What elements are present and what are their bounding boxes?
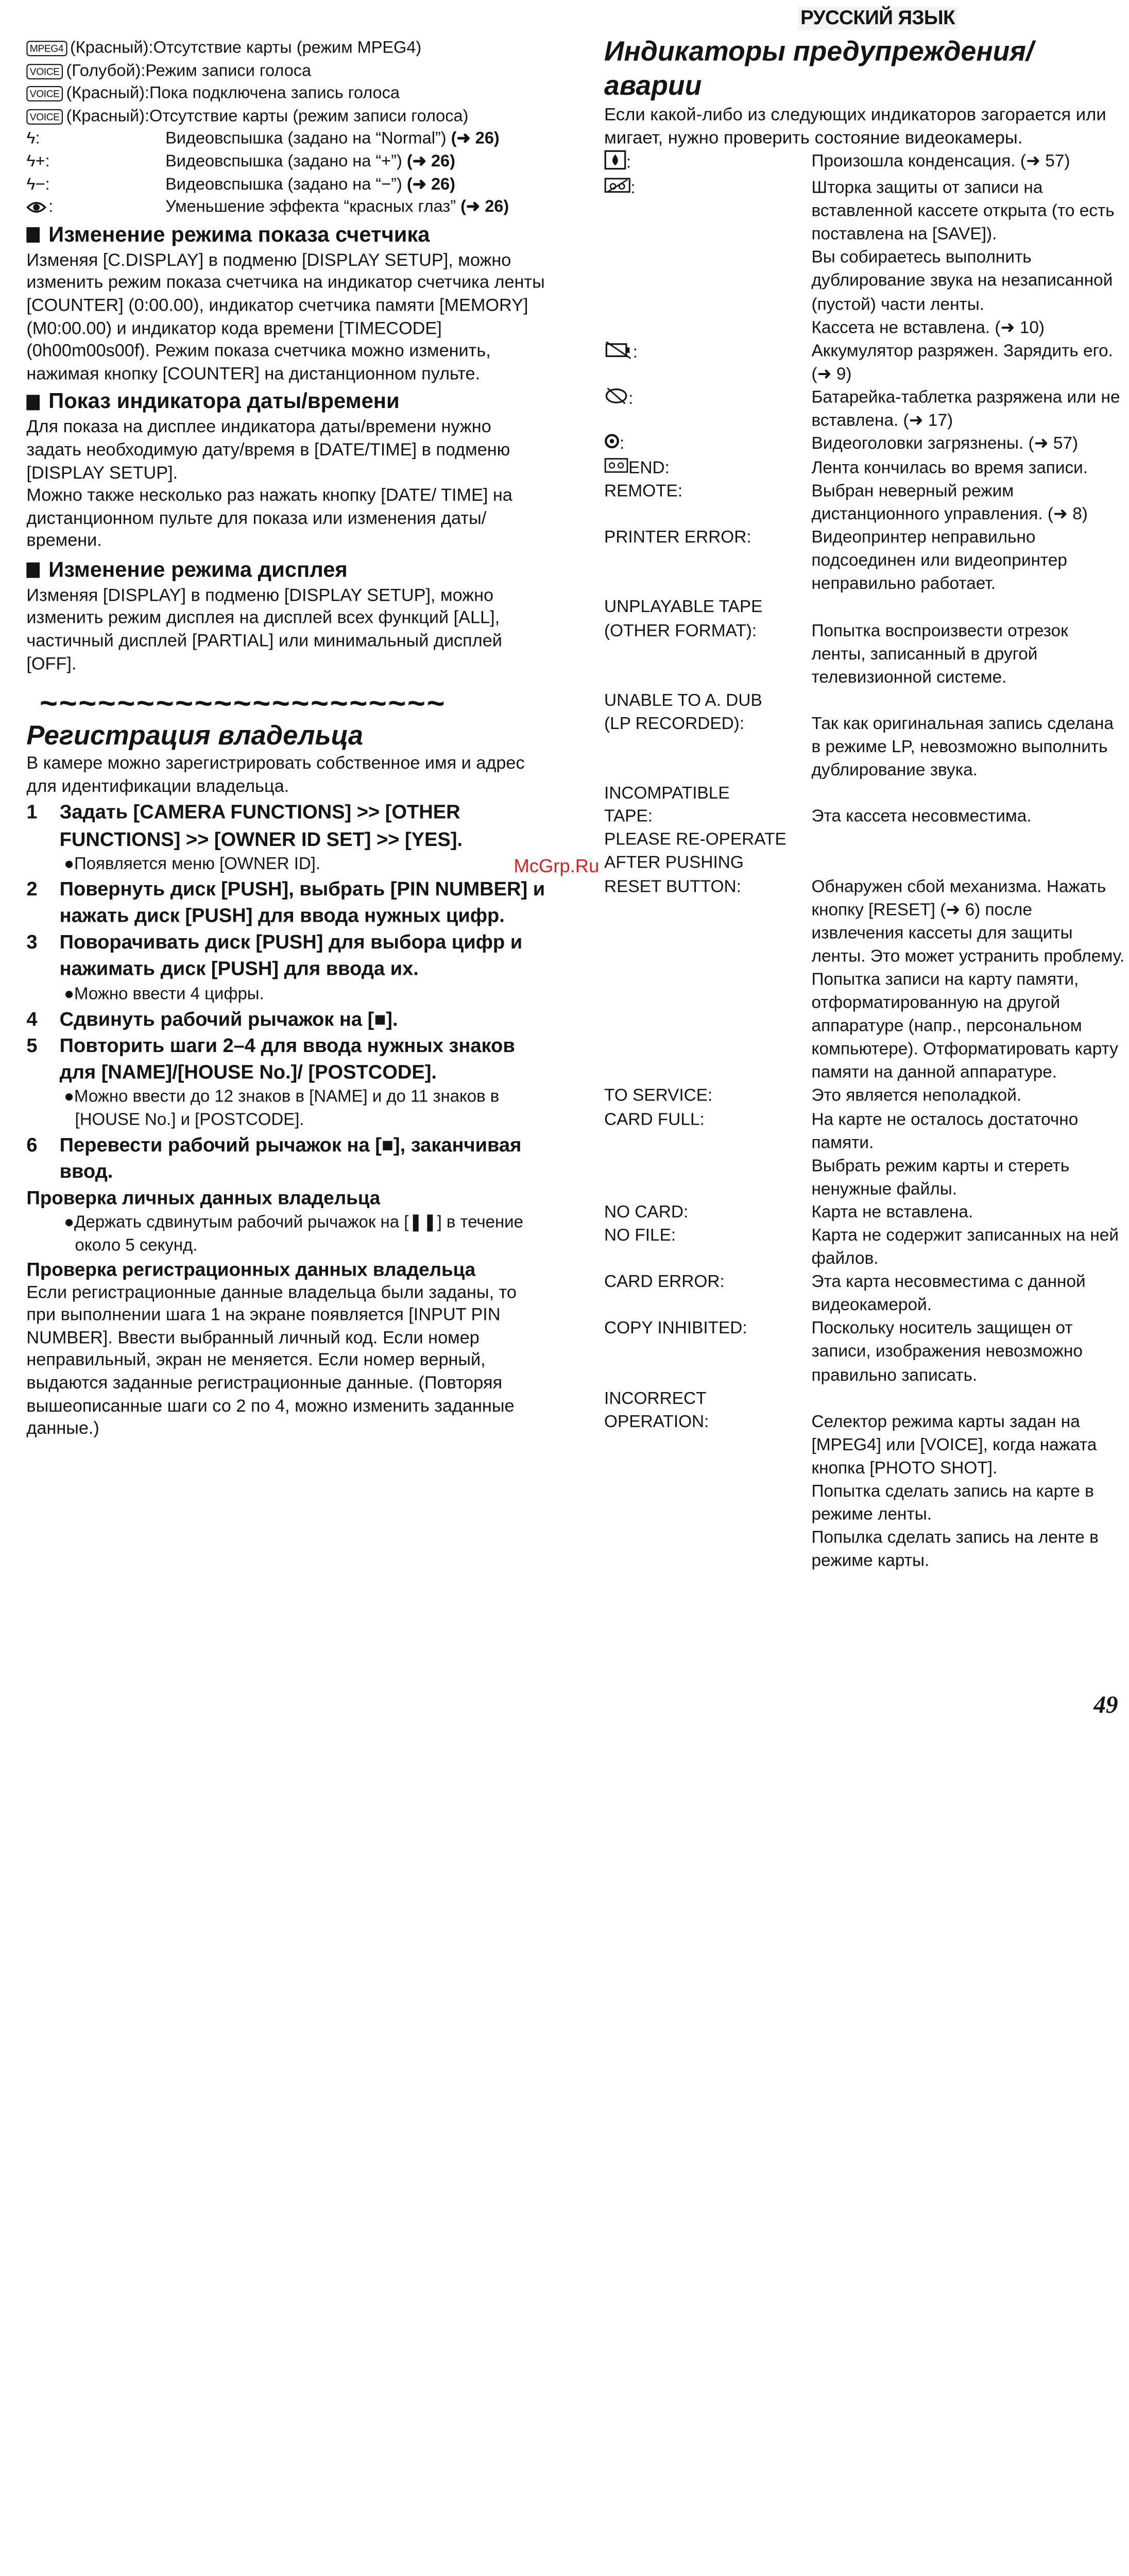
warning-code: CARD ERROR:	[604, 1273, 725, 1292]
battery-icon	[604, 340, 633, 366]
step-item: 4 Сдвинуть рабочий рычажок на [■].	[26, 1007, 398, 1030]
voice-badge-icon: VOICE	[26, 87, 63, 102]
warning-description: Выбрать режим карты и стереть ненужные файлы.	[811, 1156, 1070, 1199]
section-body: Для показа на дисплее индикатора даты/времени нужно задать необходимую дату/время в [DATE/TIME] в подменю [DISPLAY SETUP].	[26, 418, 510, 483]
warning-description: Попытка записи на карту памяти, отформатированную на другой аппаратуре (напр., персональном компьютере). Отформатировать карту памяти на данной аппаратуре.	[811, 970, 1118, 1082]
warnings-list	[604, 150, 1127, 1573]
warning-row	[604, 177, 1127, 340]
owner-registration-title: Регистрация владельца	[26, 721, 364, 752]
indicator-row: VOICE (Красный):Пока подключена запись голоса	[26, 83, 546, 106]
section-body: Изменяя [C.DISPLAY] в подменю [DISPLAY SETUP], можно изменить режим показа счетчика на индикатор счетчика ленты [COUNTER] (0:00.00), индикатор счетчика памяти [MEMORY] (M0:00.00) и индикатор кода времени [TIMECODE] (0h00m00s00f). Режим показа счетчика можно изменить, нажимая кнопку [COUNTER] на дистанционном пульте.	[26, 251, 545, 384]
page-number: 49	[1093, 1690, 1118, 1719]
warning-row	[604, 456, 1127, 480]
check-registration-body: Если регистрационные данные владельца были заданы, то при выполнении шага 1 на экране появляется [INPUT PIN NUMBER]. Ввести выбранный личный код. Если номер неправильный, экран не меняется. Если номер верный, выдаются заданные регистрационные данные. (Повторяя вышеописанные шаги со 2 по 4, можно изменить заданные данные.)	[26, 1283, 517, 1438]
card-indicators	[26, 38, 546, 128]
warning-code: PLEASE RE-OPERATE AFTER PUSHING RESET BUTTON:	[604, 831, 786, 896]
warning-code: NO CARD:	[604, 1203, 689, 1222]
warning-description: Карта не вставлена.	[811, 1203, 973, 1222]
warning-code: CARD FULL:	[604, 1110, 705, 1129]
warning-description: Аккумулятор разряжен. Зарядить его. (➜ 9)	[811, 342, 1113, 384]
step-item: 2 Повернуть диск [PUSH], выбрать [PIN NUMBER] и нажать диск [PUSH] для ввода нужных цифр.	[26, 877, 545, 927]
red-eye-icon	[26, 200, 46, 215]
bullet-square-icon	[26, 227, 40, 243]
warning-description: Селектор режима карты задан на [MPEG4] или [VOICE], когда нажата кнопка [PHOTO SHOT].	[811, 1412, 1097, 1478]
steps-list	[26, 799, 546, 1185]
warning-code: COPY INHIBITED:	[604, 1319, 747, 1338]
step-item: 5 Повторить шаги 2–4 для ввода нужных знаков для [NAME]/[HOUSE No.]/ [POSTCODE].	[26, 1034, 515, 1083]
warning-row	[604, 828, 1127, 1084]
warning-description: Обнаружен сбой механизма. Нажать кнопку [RESET] (➜ 6) после извлечения кассеты для защиты ленты. Это может устранить проблему.	[811, 877, 1125, 966]
warning-row	[604, 386, 1127, 432]
warning-code: NO FILE:	[604, 1226, 676, 1245]
warning-row	[604, 1270, 1127, 1317]
warning-row	[604, 340, 1127, 386]
warning-description: Попытка воспроизвести отрезок ленты, записанный в другой телевизионной системе.	[811, 621, 1068, 687]
owner-intro: В камере можно зарегистрировать собственное имя и адрес для идентификации владельца.	[26, 754, 525, 796]
warning-code: END:	[628, 458, 670, 477]
condensation-icon	[604, 150, 626, 177]
cassette-icon	[604, 177, 630, 201]
check-personal-title: Проверка личных данных владельца	[26, 1186, 381, 1209]
warnings-title: Индикаторы предупреждения/ аварии	[604, 36, 1034, 101]
warning-description: Так как оригинальная запись сделана в режиме LP, невозможно выполнить дублирование звука.	[811, 714, 1114, 780]
warning-description: На карте не осталось достаточно памяти.	[811, 1110, 1079, 1153]
flash-row: ϟ+: Видеовспышка (задано на “+”) (➜ 26)	[26, 151, 546, 174]
flash-plus-icon: ϟ+:	[26, 152, 50, 171]
check-personal-note: ●Держать сдвинутым рабочий рычажок на [❚❚] в течение около 5 секунд.	[64, 1212, 523, 1255]
warning-description: Видеоголовки загрязнены. (➜ 57)	[811, 434, 1079, 454]
section-body: Можно также несколько раз нажать кнопку [DATE/ TIME] на дистанционном пульте для показа или изменения даты/времени.	[26, 486, 512, 551]
warning-code: TO SERVICE:	[604, 1087, 713, 1106]
section-heading: Изменение режима дисплея	[26, 557, 546, 585]
warning-row	[604, 480, 1127, 526]
warning-code: :	[620, 434, 625, 454]
voice-badge-icon: VOICE	[26, 64, 63, 79]
warning-code: :	[632, 343, 638, 362]
warning-description: Попылка сделать запись на ленте в режиме карты.	[811, 1529, 1099, 1571]
warning-row	[604, 782, 1127, 828]
indicator-row: VOICE (Голубой):Режим записи голоса	[26, 60, 546, 83]
step-note: ●Можно ввести 4 цифры.	[64, 984, 264, 1004]
warning-code: UNABLE TO A. DUB (LP RECORDED):	[604, 691, 762, 734]
warning-description: Это является неполадкой.	[811, 1087, 1022, 1106]
warning-description: Карта не содержит записанных на ней файлов.	[811, 1226, 1119, 1268]
warning-row	[604, 1224, 1127, 1270]
bullet-square-icon	[26, 563, 40, 579]
warning-code: INCOMPATIBLE TAPE:	[604, 784, 730, 826]
warning-row	[604, 689, 1127, 782]
step-item: 1 Задать [CAMERA FUNCTIONS] >> [OTHER FUNCTIONS] >> [OWNER ID SET] >> [YES].	[26, 801, 463, 850]
flash-icon: ϟ:	[26, 129, 40, 148]
warning-description: Эта кассета несовместима.	[811, 807, 1032, 826]
heads-icon	[604, 433, 620, 456]
flash-row: ϟ: Видеовспышка (задано на “Normal”) (➜ 26)	[26, 128, 546, 151]
section-divider: ~~~~~~~~~~~~~~~~~~~~~	[40, 686, 447, 721]
section-body: Изменяя [DISPLAY] в подменю [DISPLAY SETUP], можно изменить режим дисплея на дисплей всех функций [ALL], частичный дисплей [PARTIAL] или минимальный дисплей [OFF].	[26, 586, 502, 674]
warning-description: Поскольку носитель защищен от записи, изображения невозможно правильно записать.	[811, 1319, 1083, 1385]
warning-row	[604, 1084, 1127, 1108]
warnings-intro: Если какой-либо из следующих индикаторов загорается или мигает, нужно проверить состояние видеокамеры.	[604, 105, 1106, 148]
warning-row	[604, 1108, 1127, 1201]
flash-minus-icon: ϟ−:	[26, 175, 50, 194]
warning-row	[604, 1201, 1127, 1224]
mpeg4-badge-icon: MPEG4	[26, 41, 66, 57]
coin-battery-icon	[604, 386, 628, 413]
warning-code: INCORRECT OPERATION:	[604, 1389, 709, 1431]
section-heading: Изменение режима показа счетчика	[26, 222, 546, 249]
warning-code: :	[630, 179, 636, 198]
right-column	[604, 5, 1127, 1573]
warning-description: Батарейка-таблетка разряжена или не вставлена. (➜ 17)	[811, 388, 1120, 430]
warning-row	[604, 596, 1127, 689]
warning-row	[604, 432, 1127, 456]
warning-description: Видеопринтер неправильно подсоединен или видеопринтер неправильно работает.	[811, 528, 1067, 594]
warning-description: Лента кончилась во время записи.	[811, 458, 1088, 477]
flash-indicators	[26, 128, 546, 219]
indicator-row: VOICE (Красный):Отсутствие карты (режим записи голоса)	[26, 106, 546, 128]
warning-code: UNPLAYABLE TAPE (OTHER FORMAT):	[604, 598, 763, 640]
warning-row	[604, 526, 1127, 596]
warning-row	[604, 1317, 1127, 1387]
warning-description: Вы собираетесь выполнить дублирование звука на незаписанной (пустой) части ленты.	[811, 248, 1113, 314]
step-item: 3 Поворачивать диск [PUSH] для выбора цифр и нажимать диск [PUSH] для ввода их.	[26, 931, 523, 980]
warning-description: Произошла конденсация. (➜ 57)	[811, 152, 1070, 171]
voice-badge-icon: VOICE	[26, 109, 63, 125]
left-column	[26, 38, 546, 1442]
warning-description: Попытка сделать запись на карте в режиме ленты.	[811, 1482, 1094, 1524]
language-tag: РУССКИЙ ЯЗЫК	[798, 7, 957, 30]
warning-code: :	[628, 389, 634, 409]
flash-row: : Уменьшение эффекта “красных глаз” (➜ 26)	[26, 196, 546, 219]
warning-row	[604, 1387, 1127, 1573]
step-item: 6 Перевести рабочий рычажок на [■], заканчивая ввод.	[26, 1134, 522, 1183]
check-registration-title: Проверка регистрационных данных владельца	[26, 1258, 476, 1280]
warning-description: Эта карта несовместима с данной видеокамерой.	[811, 1273, 1086, 1315]
warning-row	[604, 150, 1127, 177]
step-note: ●Можно ввести до 12 знаков в [NAME] и до 11 знаков в [HOUSE No.] и [POSTCODE].	[64, 1088, 500, 1130]
warning-description: Кассета не вставлена. (➜ 10)	[811, 318, 1045, 337]
section-heading: Показ индикатора даты/времени	[26, 388, 546, 416]
warning-description: Шторка защиты от записи на вставленной кассете открыта (то есть поставлена на [SAVE]).	[811, 178, 1115, 244]
indicator-row: MPEG4 (Красный):Отсутствие карты (режим MPEG4)	[26, 38, 546, 60]
warning-code: PRINTER ERROR:	[604, 528, 751, 548]
step-note: ●Появляется меню [OWNER ID].	[64, 854, 321, 874]
tape-end-icon	[604, 456, 628, 480]
flash-row: ϟ−: Видеовспышка (задано на “−”) (➜ 26)	[26, 174, 546, 196]
warning-code: REMOTE:	[604, 482, 683, 501]
watermark: McGrp.Ru	[514, 856, 600, 877]
warning-description: Выбран неверный режим дистанционного управления. (➜ 8)	[811, 482, 1088, 524]
bullet-square-icon	[26, 395, 40, 410]
warning-code: :	[626, 153, 631, 173]
